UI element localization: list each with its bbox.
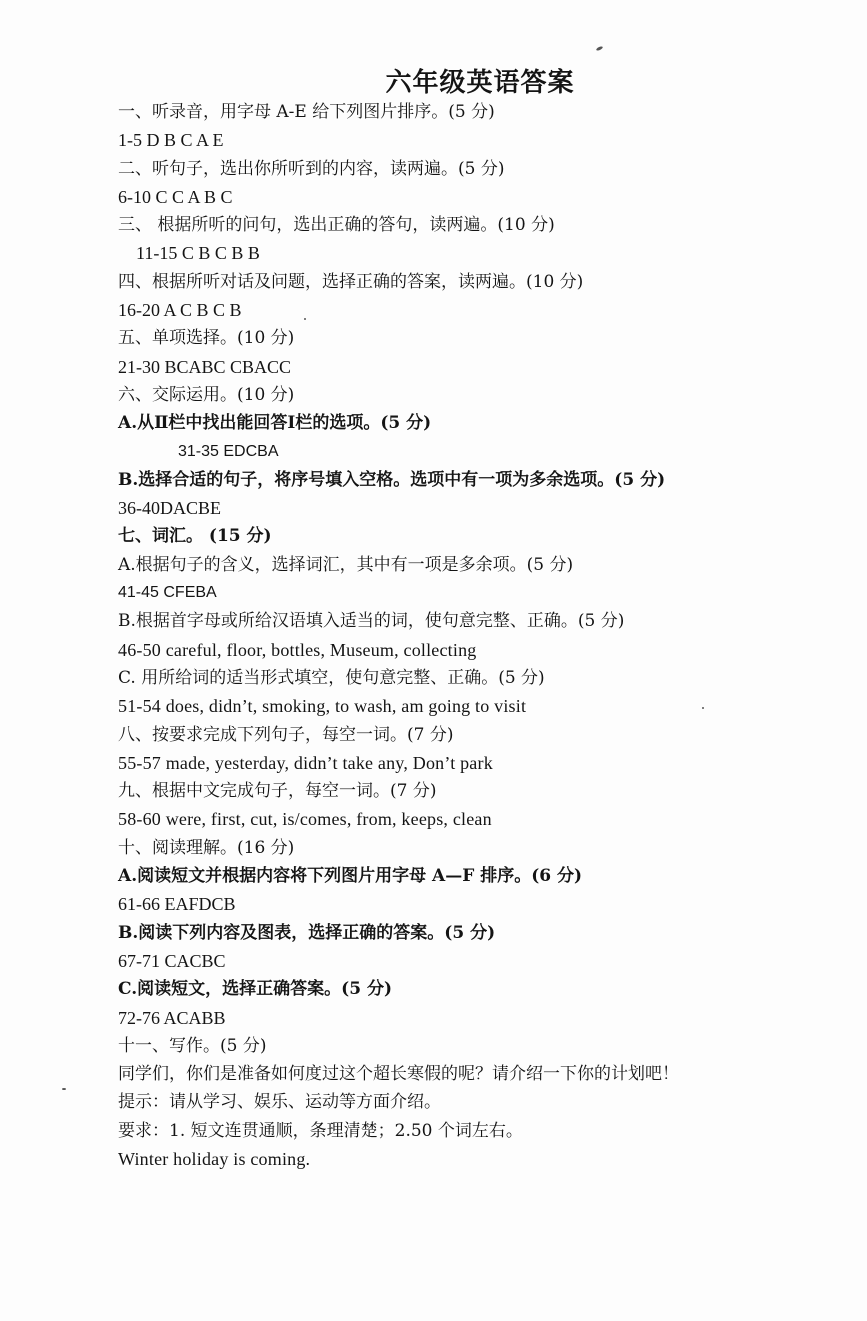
answer-line: 16-20 A C B C B xyxy=(118,300,242,321)
answer-line: 同学们，你们是准备如何度过这个超长寒假的呢？请介绍一下你的计划吧！ xyxy=(118,1064,679,1085)
answer-line: 58-60 were, first, cut, is/comes, from, keeps, clean xyxy=(118,809,492,830)
answer-line: C.阅读短文，选择正确答案。(5 分) xyxy=(118,979,392,1000)
answer-line: A.阅读短文并根据内容将下列图片用字母 A—F 排序。(6 分) xyxy=(118,866,583,887)
answer-line: 31-35 EDCBA xyxy=(178,442,279,460)
answer-line: 提示：请从学习、娱乐、运动等方面介绍。 xyxy=(118,1092,441,1113)
answer-line: Winter holiday is coming. xyxy=(118,1148,311,1169)
answer-line: 九、根据中文完成句子，每空一词。(7 分) xyxy=(118,781,437,802)
answer-line: A.从Ⅱ栏中找出能回答Ⅰ栏的选项。(5 分) xyxy=(118,413,432,434)
page-title: 六年级英语答案 xyxy=(385,68,575,98)
scan-speck xyxy=(304,318,306,320)
answer-line: 67-71 CACBC xyxy=(118,950,226,971)
scan-speck xyxy=(596,46,604,52)
answer-line: 要求：1. 短文连贯通顺，条理清楚；2.50 个词左右。 xyxy=(118,1120,523,1141)
scan-speck xyxy=(62,1088,66,1090)
answer-line: 七、词汇。 (15 分) xyxy=(118,526,272,547)
answer-line: 五、单项选择。(10 分) xyxy=(118,328,295,349)
answer-line: 十、阅读理解。(16 分) xyxy=(118,837,295,858)
answer-line: B.选择合适的句子，将序号填入空格。选项中有一项为多余选项。(5 分) xyxy=(118,469,666,490)
answer-line: 十一、写作。(5 分) xyxy=(118,1035,267,1056)
answer-line: 六、交际运用。(10 分) xyxy=(118,384,295,405)
answer-line: 二、听句子，选出你所听到的内容，读两遍。(5 分) xyxy=(118,158,505,179)
answer-line: 21-30 BCABC CBACC xyxy=(118,356,292,377)
answer-line: 三、 根据所听的问句，选出正确的答句，读两遍。(10 分) xyxy=(118,215,555,236)
answer-line: 6-10 C C A B C xyxy=(118,186,233,207)
answer-line: 55-57 made, yesterday, didn’t take any, Don’t park xyxy=(118,752,493,773)
answer-content xyxy=(118,98,818,1173)
answer-line: 1-5 D B C A E xyxy=(118,130,224,151)
answer-line: 72-76 ACABB xyxy=(118,1007,226,1028)
answer-line: 11-15 C B C B B xyxy=(136,243,260,264)
answer-line: C. 用所给词的适当形式填空，使句意完整、正确。(5 分) xyxy=(118,667,545,688)
answer-line: 一、听录音，用字母 A-E 给下列图片排序。(5 分) xyxy=(118,102,495,122)
scan-speck xyxy=(702,707,704,709)
answer-line: 46-50 careful, floor, bottles, Museum, collecting xyxy=(118,639,477,660)
answer-line: 八、按要求完成下列句子，每空一词。(7 分) xyxy=(118,724,454,745)
answer-line: 36-40DACBE xyxy=(118,498,221,519)
answer-line: 41-45 CFEBA xyxy=(118,584,217,602)
answer-line: 61-66 EAFDCB xyxy=(118,894,236,915)
answer-line: B.根据首字母或所给汉语填入适当的词，使句意完整、正确。(5 分) xyxy=(118,611,625,632)
answer-line: 四、根据所听对话及问题，选择正确的答案，读两遍。(10 分) xyxy=(118,271,584,292)
answer-line: 51-54 does, didn’t, smoking, to wash, am going to visit xyxy=(118,696,527,717)
answer-line: B.阅读下列内容及图表，选择正确的答案。(5 分) xyxy=(118,922,496,943)
answer-line: A.根据句子的含义，选择词汇，其中有一项是多余项。(5 分) xyxy=(118,554,574,575)
